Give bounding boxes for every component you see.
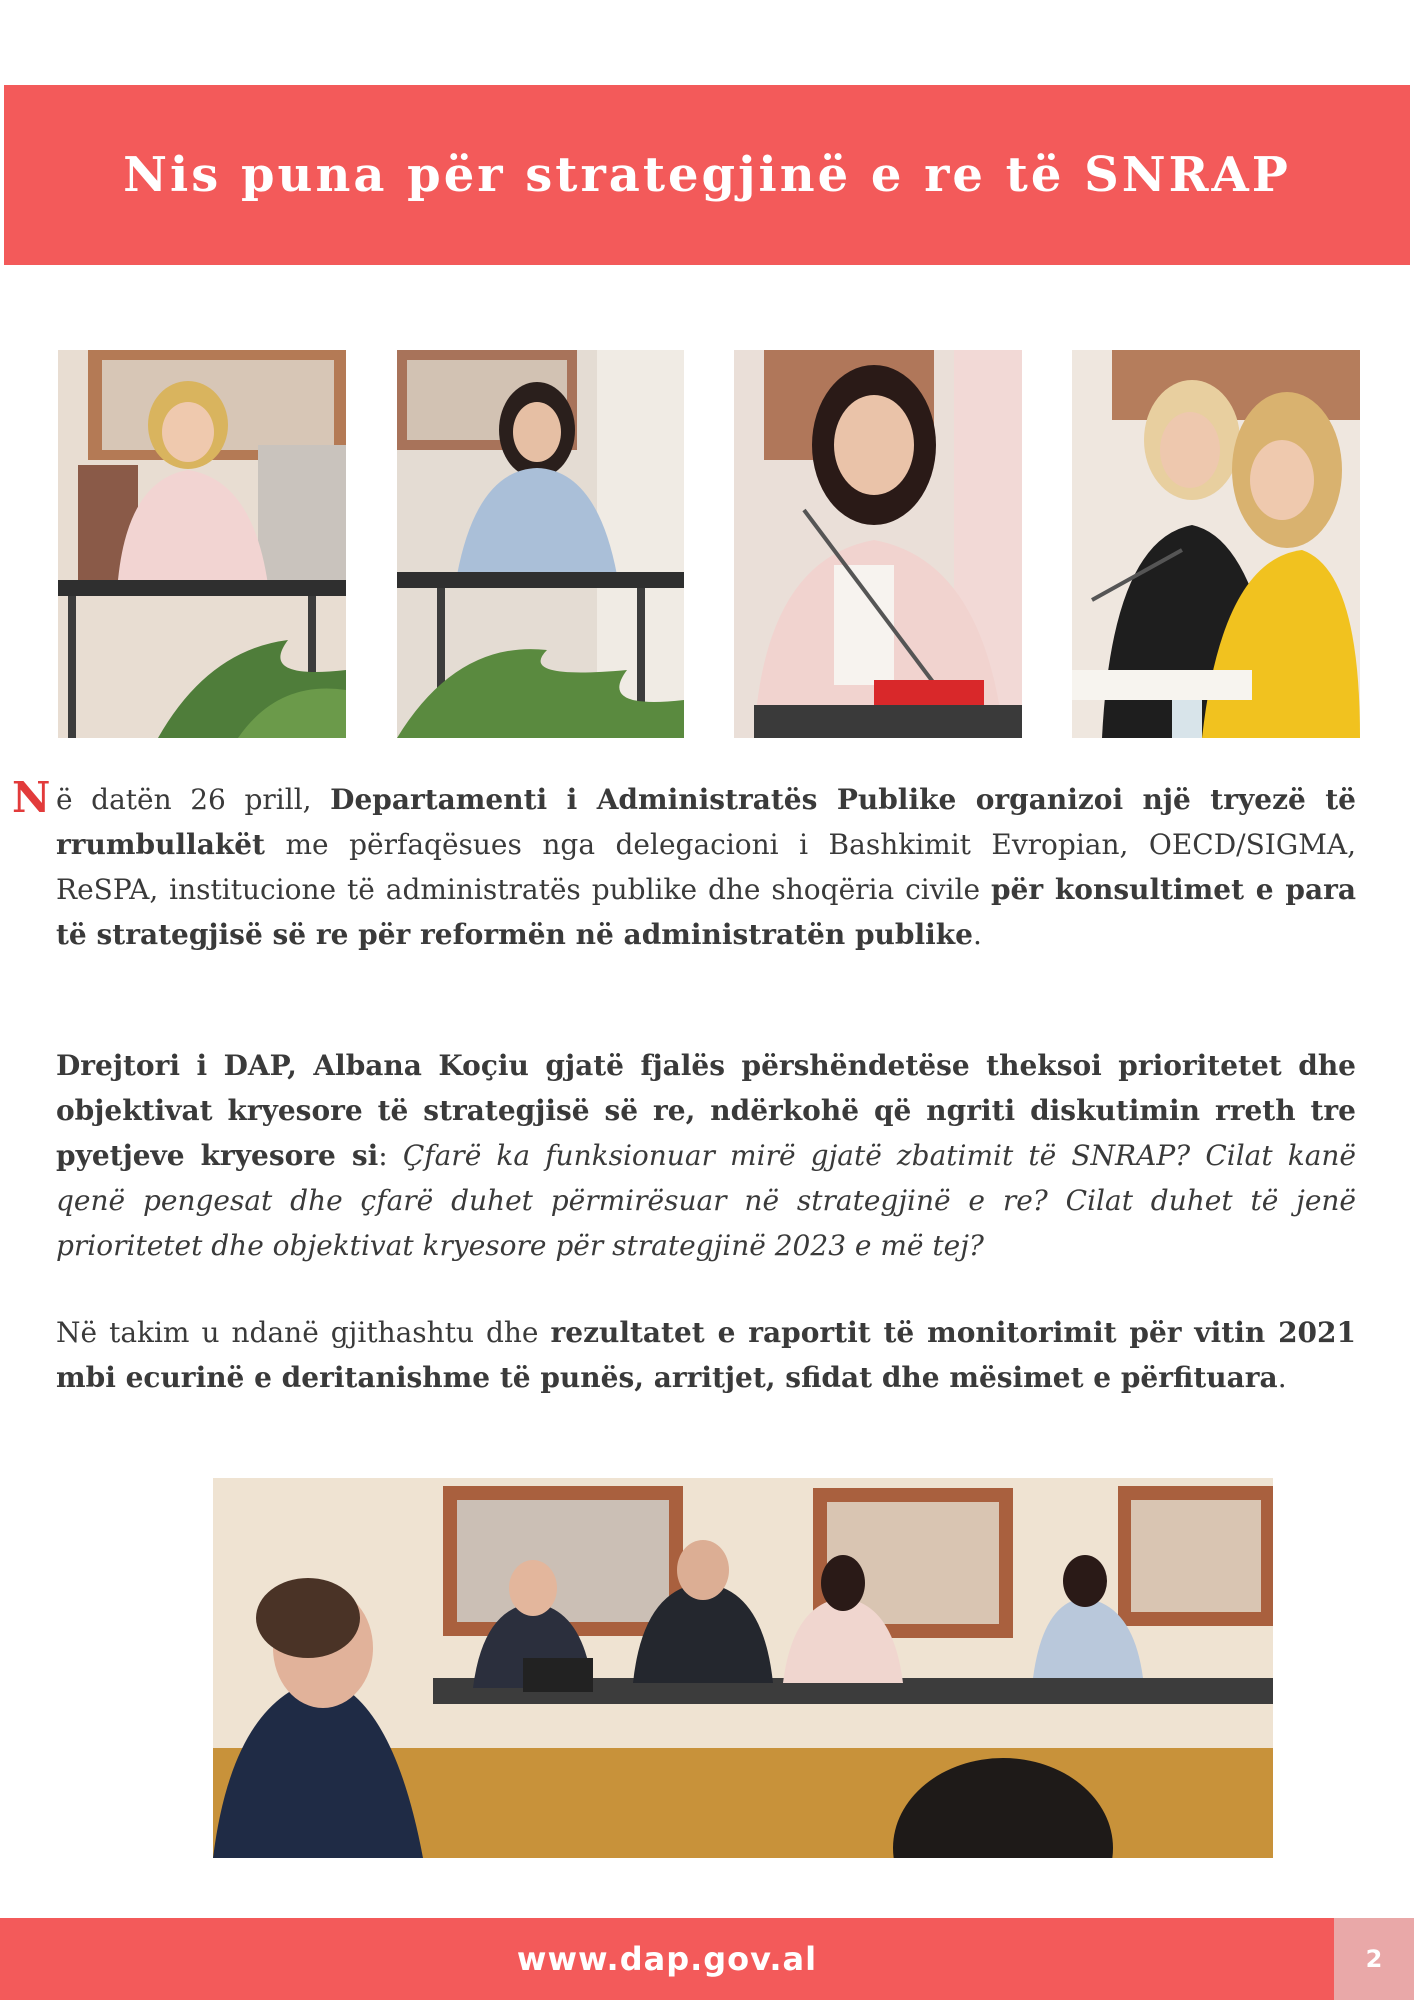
page-title: Nis puna për strategjinë e re të SNRAP	[123, 147, 1291, 203]
p2-text-1: :	[378, 1139, 403, 1172]
paragraph-intro	[12, 773, 1356, 957]
p1-bold-2: për konsultimet e para të strategjisë së re për reformën në administratën publike	[56, 873, 1356, 951]
p3-bold-1: rezultatet e raportit të monitorimit për vitin 2021 mbi ecurinë e deritanishme të punës, arritjet, sfidat dhe mësimet e përfituara	[56, 1316, 1357, 1394]
paragraph-director	[56, 1043, 1356, 1268]
p1-text-2: me përfaqësues nga delegacioni i Bashkimit Evropian, OECD/SIGMA, ReSPA, institucione të administratës publike dhe shoqëria civile	[56, 828, 1356, 906]
p1-text-3: .	[972, 918, 982, 951]
footer-website-link[interactable]: www.dap.gov.al	[516, 1940, 818, 1978]
title-banner	[4, 85, 1410, 265]
photo-participant-2	[397, 350, 684, 738]
photo-participant-1	[58, 350, 346, 738]
p3-text-1: Në takim u ndanë gjithashtu dhe	[56, 1316, 551, 1349]
p1-bold-1: Departamenti i Administratës Publike organizoi një tryezë të rrumbullakët	[56, 783, 1356, 861]
paragraph-results	[56, 1310, 1356, 1400]
photo-roundtable	[213, 1478, 1273, 1858]
page-number: 2	[1334, 1918, 1414, 2000]
p2-bold-1: Drejtori i DAP, Albana Koçiu gjatë fjalës përshëndetëse theksoi prioritetet dhe objektivat kryesore të strategjisë së re, ndërkohë që ngriti diskutimin rreth tre pyetjeve kryesore si	[56, 1049, 1356, 1172]
dropcap-letter: N	[12, 773, 51, 822]
photo-participant-4	[1072, 350, 1360, 738]
p1-text-1: ë datën 26 prill,	[56, 783, 331, 816]
p3-text-2: .	[1277, 1361, 1287, 1394]
p2-italic-questions: Çfarë ka funksionuar mirë gjatë zbatimit të SNRAP? Cilat kanë qenë pengesat dhe çfarë duhet përmirësuar në strategjinë e re? Cilat duhet të jenë prioritetet dhe objektivat kryesore për strategjinë 2023 e më tej?	[56, 1139, 1356, 1262]
photo-participant-3	[734, 350, 1022, 738]
